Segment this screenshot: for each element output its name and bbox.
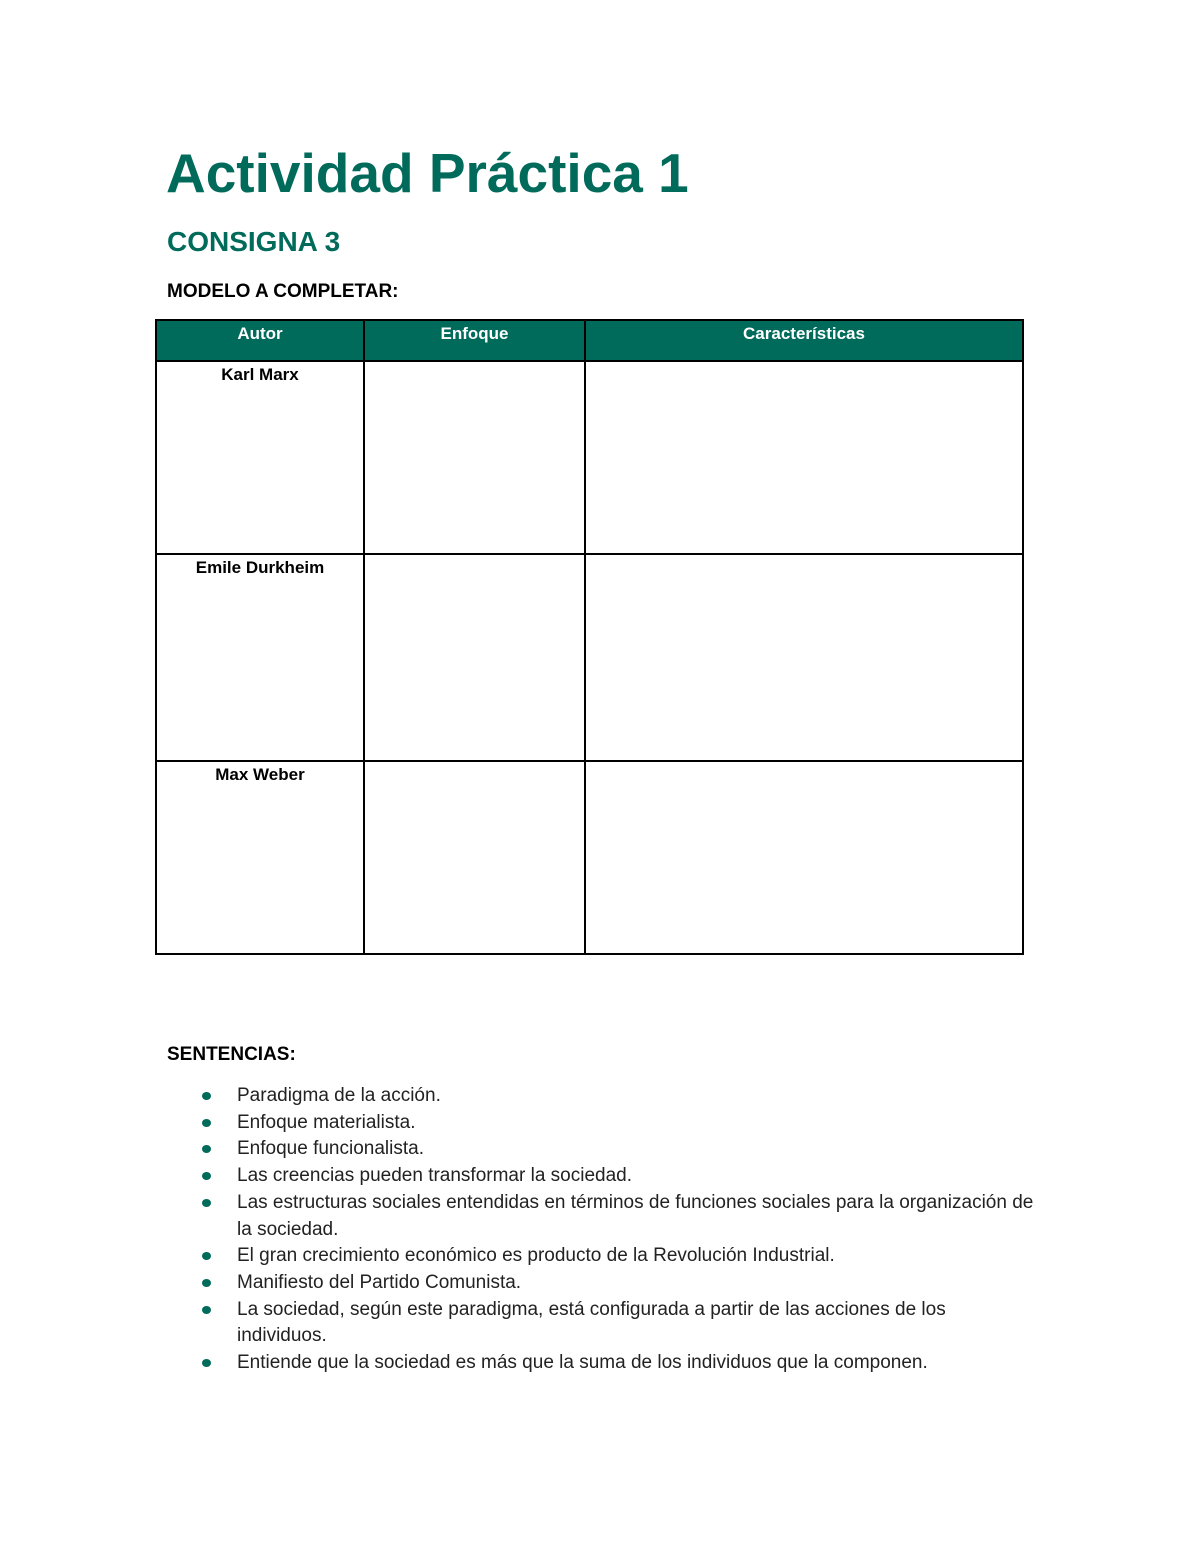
enfoque-cell[interactable] [364, 361, 585, 554]
autor-cell: Max Weber [156, 761, 364, 954]
bullet-icon [202, 1172, 211, 1180]
list-item [200, 1110, 1040, 1137]
sentence-text: Las creencias pueden transformar la sociedad. [237, 1165, 633, 1187]
table-row [156, 761, 1023, 954]
table-row [156, 361, 1023, 554]
bullet-icon [202, 1199, 211, 1207]
list-item [200, 1163, 1040, 1190]
sentence-text: La sociedad, según este paradigma, está configurada a partir de las acciones de los individuos. [237, 1298, 946, 1347]
header-caracteristicas: Características [585, 320, 1023, 361]
list-item [200, 1270, 1040, 1297]
bullet-icon [202, 1359, 211, 1367]
sentences-list [200, 1083, 1040, 1377]
autor-cell: Karl Marx [156, 361, 364, 554]
bullet-icon [202, 1119, 211, 1127]
model-table [155, 319, 1024, 955]
sentence-text: Enfoque funcionalista. [237, 1138, 424, 1160]
header-autor: Autor [156, 320, 364, 361]
bullet-icon [202, 1279, 211, 1287]
bullet-icon [202, 1092, 211, 1100]
list-item [200, 1136, 1040, 1163]
list-item [200, 1190, 1040, 1243]
table-header-row [156, 320, 1023, 361]
list-item [200, 1083, 1040, 1110]
sentence-text: Manifiesto del Partido Comunista. [237, 1271, 522, 1293]
enfoque-cell[interactable] [364, 554, 585, 761]
list-item [200, 1350, 1040, 1377]
model-label: MODELO A COMPLETAR: [167, 281, 399, 302]
list-item [200, 1297, 1040, 1350]
consigna-heading: CONSIGNA 3 [167, 226, 341, 257]
sentence-text: Enfoque materialista. [237, 1111, 416, 1133]
caracteristicas-cell[interactable] [585, 554, 1023, 761]
bullet-icon [202, 1145, 211, 1153]
enfoque-cell[interactable] [364, 761, 585, 954]
caracteristicas-cell[interactable] [585, 761, 1023, 954]
table-row [156, 554, 1023, 761]
list-item [200, 1243, 1040, 1270]
bullet-icon [202, 1306, 211, 1314]
autor-cell: Emile Durkheim [156, 554, 364, 761]
caracteristicas-cell[interactable] [585, 361, 1023, 554]
bullet-icon [202, 1252, 211, 1260]
sentence-text: Las estructuras sociales entendidas en términos de funciones sociales para la organización de la sociedad. [237, 1191, 1034, 1240]
sentences-label: SENTENCIAS: [167, 1044, 296, 1065]
sentence-text: Paradigma de la acción. [237, 1085, 441, 1106]
page-title: Actividad Práctica 1 [166, 142, 689, 204]
sentence-text: El gran crecimiento económico es producto de la Revolución Industrial. [237, 1245, 835, 1267]
header-enfoque: Enfoque [364, 320, 585, 361]
sentence-text: Entiende que la sociedad es más que la suma de los individuos que la componen. [237, 1352, 928, 1374]
